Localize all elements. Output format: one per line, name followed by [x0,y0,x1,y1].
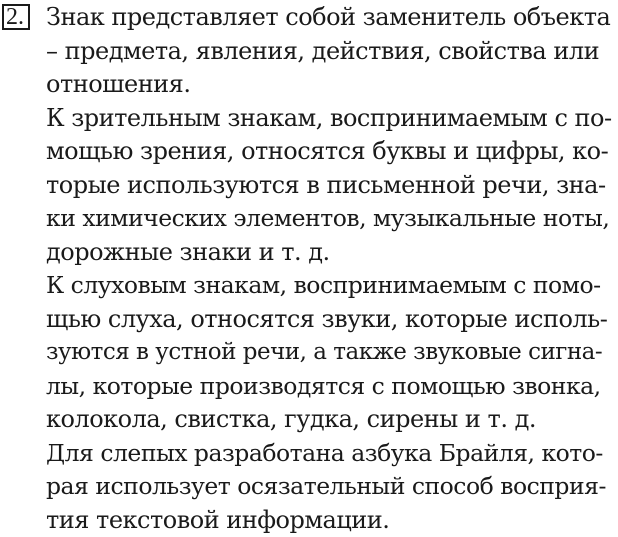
text-line: дорожные знаки и т. д. [46,238,330,266]
task-number-box: 2. [2,4,30,30]
text-line: торые используются в письменной речи, зна- [46,171,606,199]
text-line: К зрительным знакам, воспринимаемым с по- [46,104,612,132]
text-line: – предмета, явления, действия, свойства или [46,37,600,65]
text-line: мощью зрения, относятся буквы и цифры, ко- [46,137,609,165]
text-line: К слуховым знакам, воспринимаемым с помо- [46,271,601,299]
text-line: ки химических элементов, музыкальные ноты, [46,204,610,232]
text-line: рая использует осязательный способ восприя- [46,472,606,500]
text-line: Знак представляет собой заменитель объекта [46,3,611,31]
text-line: лы, которые производятся с помощью звонка, [46,372,601,400]
text-line: зуются в устной речи, а также звуковые сигна- [46,339,603,365]
text-line: колокола, свистка, гудка, сирены и т. д. [46,405,536,433]
text-line: щью слуха, относятся звуки, которые исполь- [46,305,608,333]
text-line: отношения. [46,70,191,98]
text-line: Для слепых разработана азбука Брайля, кото- [46,439,603,467]
text-line: тия текстовой информации. [46,506,390,534]
